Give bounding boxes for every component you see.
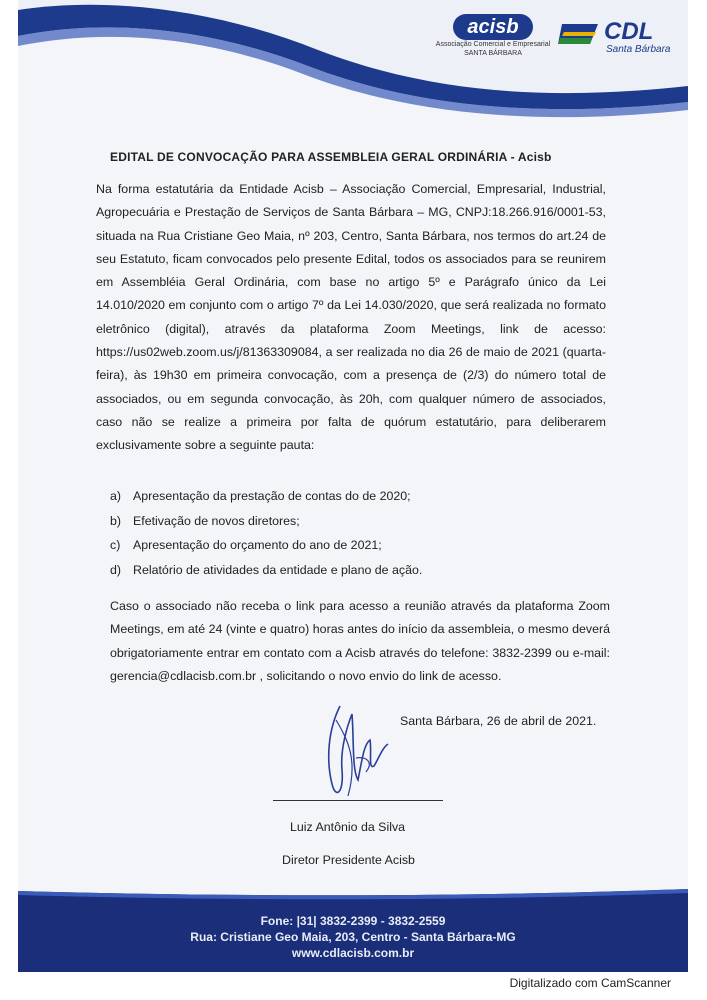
signature-line bbox=[273, 800, 443, 801]
closing-paragraph: Caso o associado não receba o link para acesso a reunião através da plataforma Zoom Meetings, em até 24 (vinte e quatro) horas antes do início da assembleia, o mesmo deverá obrigatoriamente entrar em contato com a Acisb através do telefone: 3832-2399 ou e-mail: gerencia@cdlacisb.com.br , solicitando o novo envio do link de acesso. bbox=[110, 599, 610, 683]
handwritten-signature bbox=[318, 700, 398, 810]
agenda-item-text: Relatório de atividades da entidade e plano de ação. bbox=[133, 562, 423, 577]
cdl-logo-subtitle: Santa Bárbara bbox=[606, 44, 671, 55]
document-title: EDITAL DE CONVOCAÇÃO PARA ASSEMBLEIA GERAL ORDINÁRIA - Acisb bbox=[110, 150, 552, 164]
acisb-logo bbox=[428, 14, 558, 58]
footer-stripe bbox=[18, 883, 688, 901]
acisb-logo-mark: acisb bbox=[453, 14, 532, 40]
footer-website: www.cdlacisb.com.br bbox=[291, 946, 415, 960]
agenda-item-text: Efetivação de novos diretores; bbox=[133, 513, 300, 528]
camscanner-watermark: Digitalizado com CamScanner bbox=[509, 976, 671, 990]
agenda-item bbox=[110, 509, 610, 534]
agenda-item-text: Apresentação do orçamento do ano de 2021; bbox=[133, 538, 382, 552]
footer-phone: Fone: |31| 3832-2399 - 3832-2559 bbox=[260, 914, 446, 928]
place-date: Santa Bárbara, 26 de abril de 2021. bbox=[400, 714, 597, 728]
agenda-item bbox=[110, 533, 610, 558]
agenda-item bbox=[110, 558, 610, 583]
agenda-item-text: Apresentação da prestação de contas do de 2020; bbox=[133, 489, 411, 503]
agenda-list bbox=[110, 484, 610, 582]
agenda-item-letter: a) bbox=[110, 489, 122, 503]
agenda-item bbox=[110, 484, 610, 509]
cdl-logo-text: CDL bbox=[604, 18, 654, 45]
agenda-item-letter: d) bbox=[110, 562, 122, 577]
footer-address: Rua: Cristiane Geo Maia, 203, Centro - Santa Bárbara-MG bbox=[190, 930, 516, 944]
agenda-item-letter: b) bbox=[110, 513, 122, 528]
document-page bbox=[18, 0, 688, 972]
acisb-logo-subtitle: Associação Comercial e Empresarial bbox=[435, 41, 551, 48]
footer bbox=[18, 883, 688, 972]
signer-name: Luiz Antônio da Silva bbox=[290, 820, 406, 834]
signer-role: Diretor Presidente Acisb bbox=[282, 853, 415, 867]
agenda-item-letter: c) bbox=[110, 538, 121, 552]
cdl-logo-shape bbox=[558, 20, 602, 48]
acisb-logo-city: SANTA BÁRBARA bbox=[464, 50, 522, 57]
body-paragraph: Na forma estatutária da Entidade Acisb – Associação Comercial, Empresarial, Industrial, Agropecuária e Prestação de Serviços de Santa Bárbara – MG, CNPJ:18.266.916/0001-53, situada na Rua Cristiane Geo Maia, nº 203, Centro, Santa Bárbara, nos termos do art.24 de seu Estatuto, ficam convocados pelo presente Edital, todos os associados para se reunirem em Assembléia Geral Ordinária, com base no artigo 5º e Parágrafo único da Lei 14.010/2020 em conjunto com o artigo 7º da Lei 14.030/2020, que será realizada no formato eletrônico (digital), através da plataforma Zoom Meetings, link de acesso: https://us02web.zoom.us/j/81363309084, a ser realizada no dia 26 de maio de 2021 (quarta-feira), às 19h30 em primeira convocação, com a presença de (2/3) do número total de associados, ou em segunda convocação, às 20h, com qualquer número de associados, caso não se realize a primeira por falta de quórum estatutário, para deliberarem exclusivamente sobre a seguinte pauta: bbox=[96, 182, 606, 453]
